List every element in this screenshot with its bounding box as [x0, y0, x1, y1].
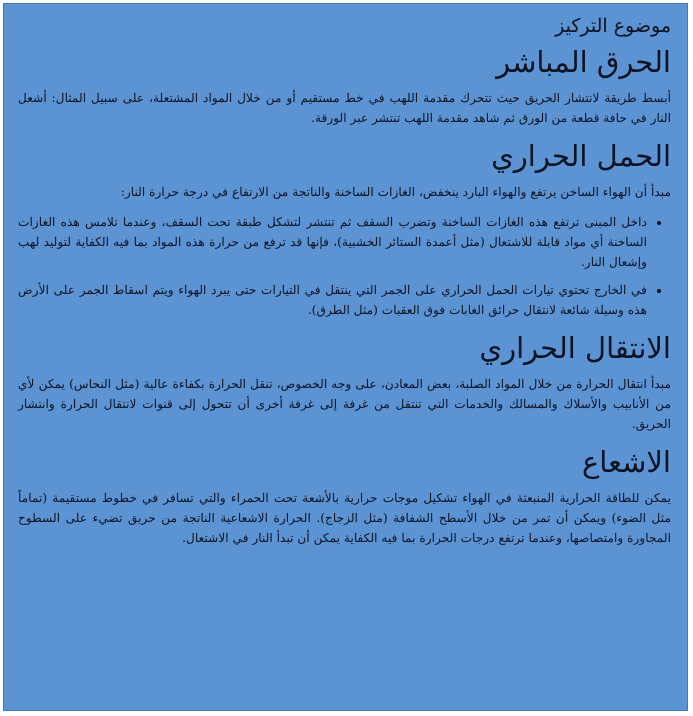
- list-item: • داخل المبنى ترتفع هذه الغازات الساخنة وتضرب السقف ثم تنتشر لتشكل طبقة تحت السقف، وعندما تلامس هذه الغازات الساخنة أي مواد قابلة للاشتعال (مثل أعمدة الستائر الخشبية)، فإنها قد ترفع من حرارة هذه المواد بما فيه الكفاية لتوليد لهب وإشعال النار.: [18, 212, 647, 272]
- convection-section: [18, 138, 671, 320]
- radiation-text: يمكن للطاقة الحرارية المنبعثة في الهواء تشكيل موجات حرارية بالأشعة تحت الحمراء والتي تسافر في خطوط مستقيمة (تماماً مثل الضوء) ويمكن أن تمر من خلال الأسطح الشفافة (مثل الزجاج). الحرارة الاشعاعية الناتجة من حريق تضيء على السطوح المجاورة وامتصاصها، وعندما ترتفع درجات الحرارة بما فيه الكفاية يمكن أن تبدأ النار في الاشتعال.: [18, 491, 671, 545]
- conduction-text: مبدأ انتقال الحرارة من خلال المواد الصلبة، بعض المعادن، على وجه الخصوص، تنقل الحرارة بكفاءة عالية (مثل النحاس) يمكن لأي من الأنابيب والأسلاك والمسالك والخدمات التي تنتقل من غرفة إلى غرفة أخرى أن تتحول إلى قنوات لانتقال الحرارة وانتشار الحريق.: [18, 377, 671, 431]
- convection-list: [18, 212, 671, 320]
- convection-intro: مبدأ أن الهواء الساخن يرتفع والهواء البارد ينخفض، الغازات الساخنة والناتجة من الارتفاع في درجة حرارة النار:: [120, 185, 671, 199]
- conduction-heading: الانتقال الحراري: [479, 331, 671, 365]
- list-item: • في الخارج تحتوي تيارات الحمل الحراري على الجمر التي ينتقل في التيارات حتى يبرد الهواء ويتم اسقاط الجمر على الأرض هذه وسيلة شائعة لانتقال حرائق الغابات فوق العقبات (مثل الطرق).: [18, 280, 647, 320]
- section-kicker: موضوع التركيز: [555, 15, 671, 37]
- convection-heading: الحمل الحراري: [491, 139, 671, 173]
- direct-burning-heading: الحرق المباشر: [496, 45, 671, 79]
- direct-burning-text: أبسط طريقة لانتشار الحريق حيث تتحرك مقدمة اللهب في خط مستقيم أو من خلال المواد المشتعلة، على سبيل المثال: أشعل النار في حافة قطعة من الورق ثم شاهد مقدمة اللهب تنتشر عبر الورقة.: [18, 91, 671, 125]
- conduction-section: [18, 330, 671, 434]
- radiation-heading: الاشعاع: [581, 445, 671, 479]
- direct-burning-section: [18, 44, 671, 128]
- radiation-section: [18, 444, 671, 548]
- content-panel: [3, 3, 688, 711]
